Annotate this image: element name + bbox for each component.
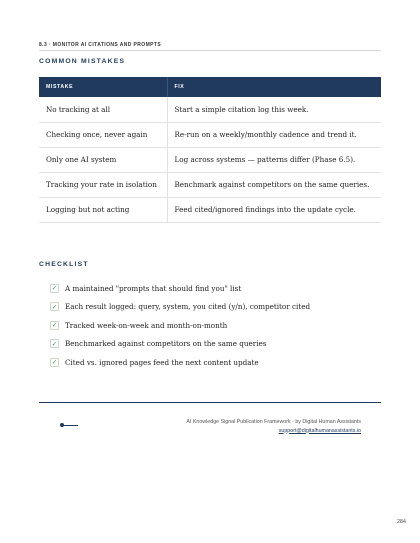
table-row <box>39 147 381 172</box>
footer-email-link[interactable]: support@digitalhumanassistants.io <box>278 427 361 434</box>
checkmark-icon: ✓ <box>51 321 58 330</box>
column-header-fix: FIX <box>167 77 381 97</box>
checklist-item <box>50 353 310 372</box>
mistake-cell: Tracking your rate in isolation <box>39 172 167 197</box>
checklist <box>50 279 310 372</box>
mistake-cell: Checking once, never again <box>39 122 167 147</box>
mistake-cell: Only one AI system <box>39 147 167 172</box>
footer-credit: AI Knowledge Signal Publication Framework · by Digital Human Assistants <box>186 419 361 425</box>
fix-cell: Benchmark against competitors on the same queries. <box>167 172 381 197</box>
mistakes-table <box>39 77 381 223</box>
fix-cell: Start a simple citation log this week. <box>167 97 381 122</box>
table-header-row <box>39 77 381 97</box>
checklist-item <box>50 335 310 354</box>
table-row <box>39 172 381 197</box>
top-divider <box>39 50 381 51</box>
footer-divider <box>39 402 381 403</box>
checklist-item <box>50 298 310 317</box>
checklist-item-text: Each result logged: query, system, you cited (y/n), competitor cited <box>65 302 311 312</box>
checklist-item <box>50 279 310 298</box>
checklist-item-text: Tracked week-on-week and month-on-month <box>65 320 228 330</box>
table-row <box>39 122 381 147</box>
checklist-item <box>50 316 310 335</box>
checkmark-icon: ✓ <box>51 302 58 311</box>
checklist-item-text: Cited vs. ignored pages feed the next content update <box>65 357 259 367</box>
mistake-cell: No tracking at all <box>39 97 167 122</box>
section-label: 8.3 · MONITOR AI CITATIONS AND PROMPTS <box>39 42 162 48</box>
mistake-cell: Logging but not acting <box>39 197 167 222</box>
fix-cell: Re-run on a weekly/monthly cadence and trend it. <box>167 122 381 147</box>
checklist-heading: CHECKLIST <box>39 261 89 268</box>
fix-cell: Feed cited/ignored findings into the update cycle. <box>167 197 381 222</box>
table-row <box>39 97 381 122</box>
checkmark-icon: ✓ <box>51 284 58 293</box>
checkmark-icon: ✓ <box>51 358 58 367</box>
fix-cell: Log across systems — patterns differ (Phase 6.5). <box>167 147 381 172</box>
checkmark-icon: ✓ <box>51 339 58 348</box>
checklist-item-text: A maintained "prompts that should find you" list <box>65 283 242 293</box>
mistakes-heading: COMMON MISTAKES <box>39 58 126 65</box>
column-header-mistake: MISTAKE <box>39 77 167 97</box>
page-number: 284 <box>396 519 406 525</box>
footer-text <box>186 418 361 435</box>
table-row <box>39 197 381 222</box>
brand-logo-icon <box>60 423 78 427</box>
checklist-item-text: Benchmarked against competitors on the same queries <box>65 339 267 349</box>
